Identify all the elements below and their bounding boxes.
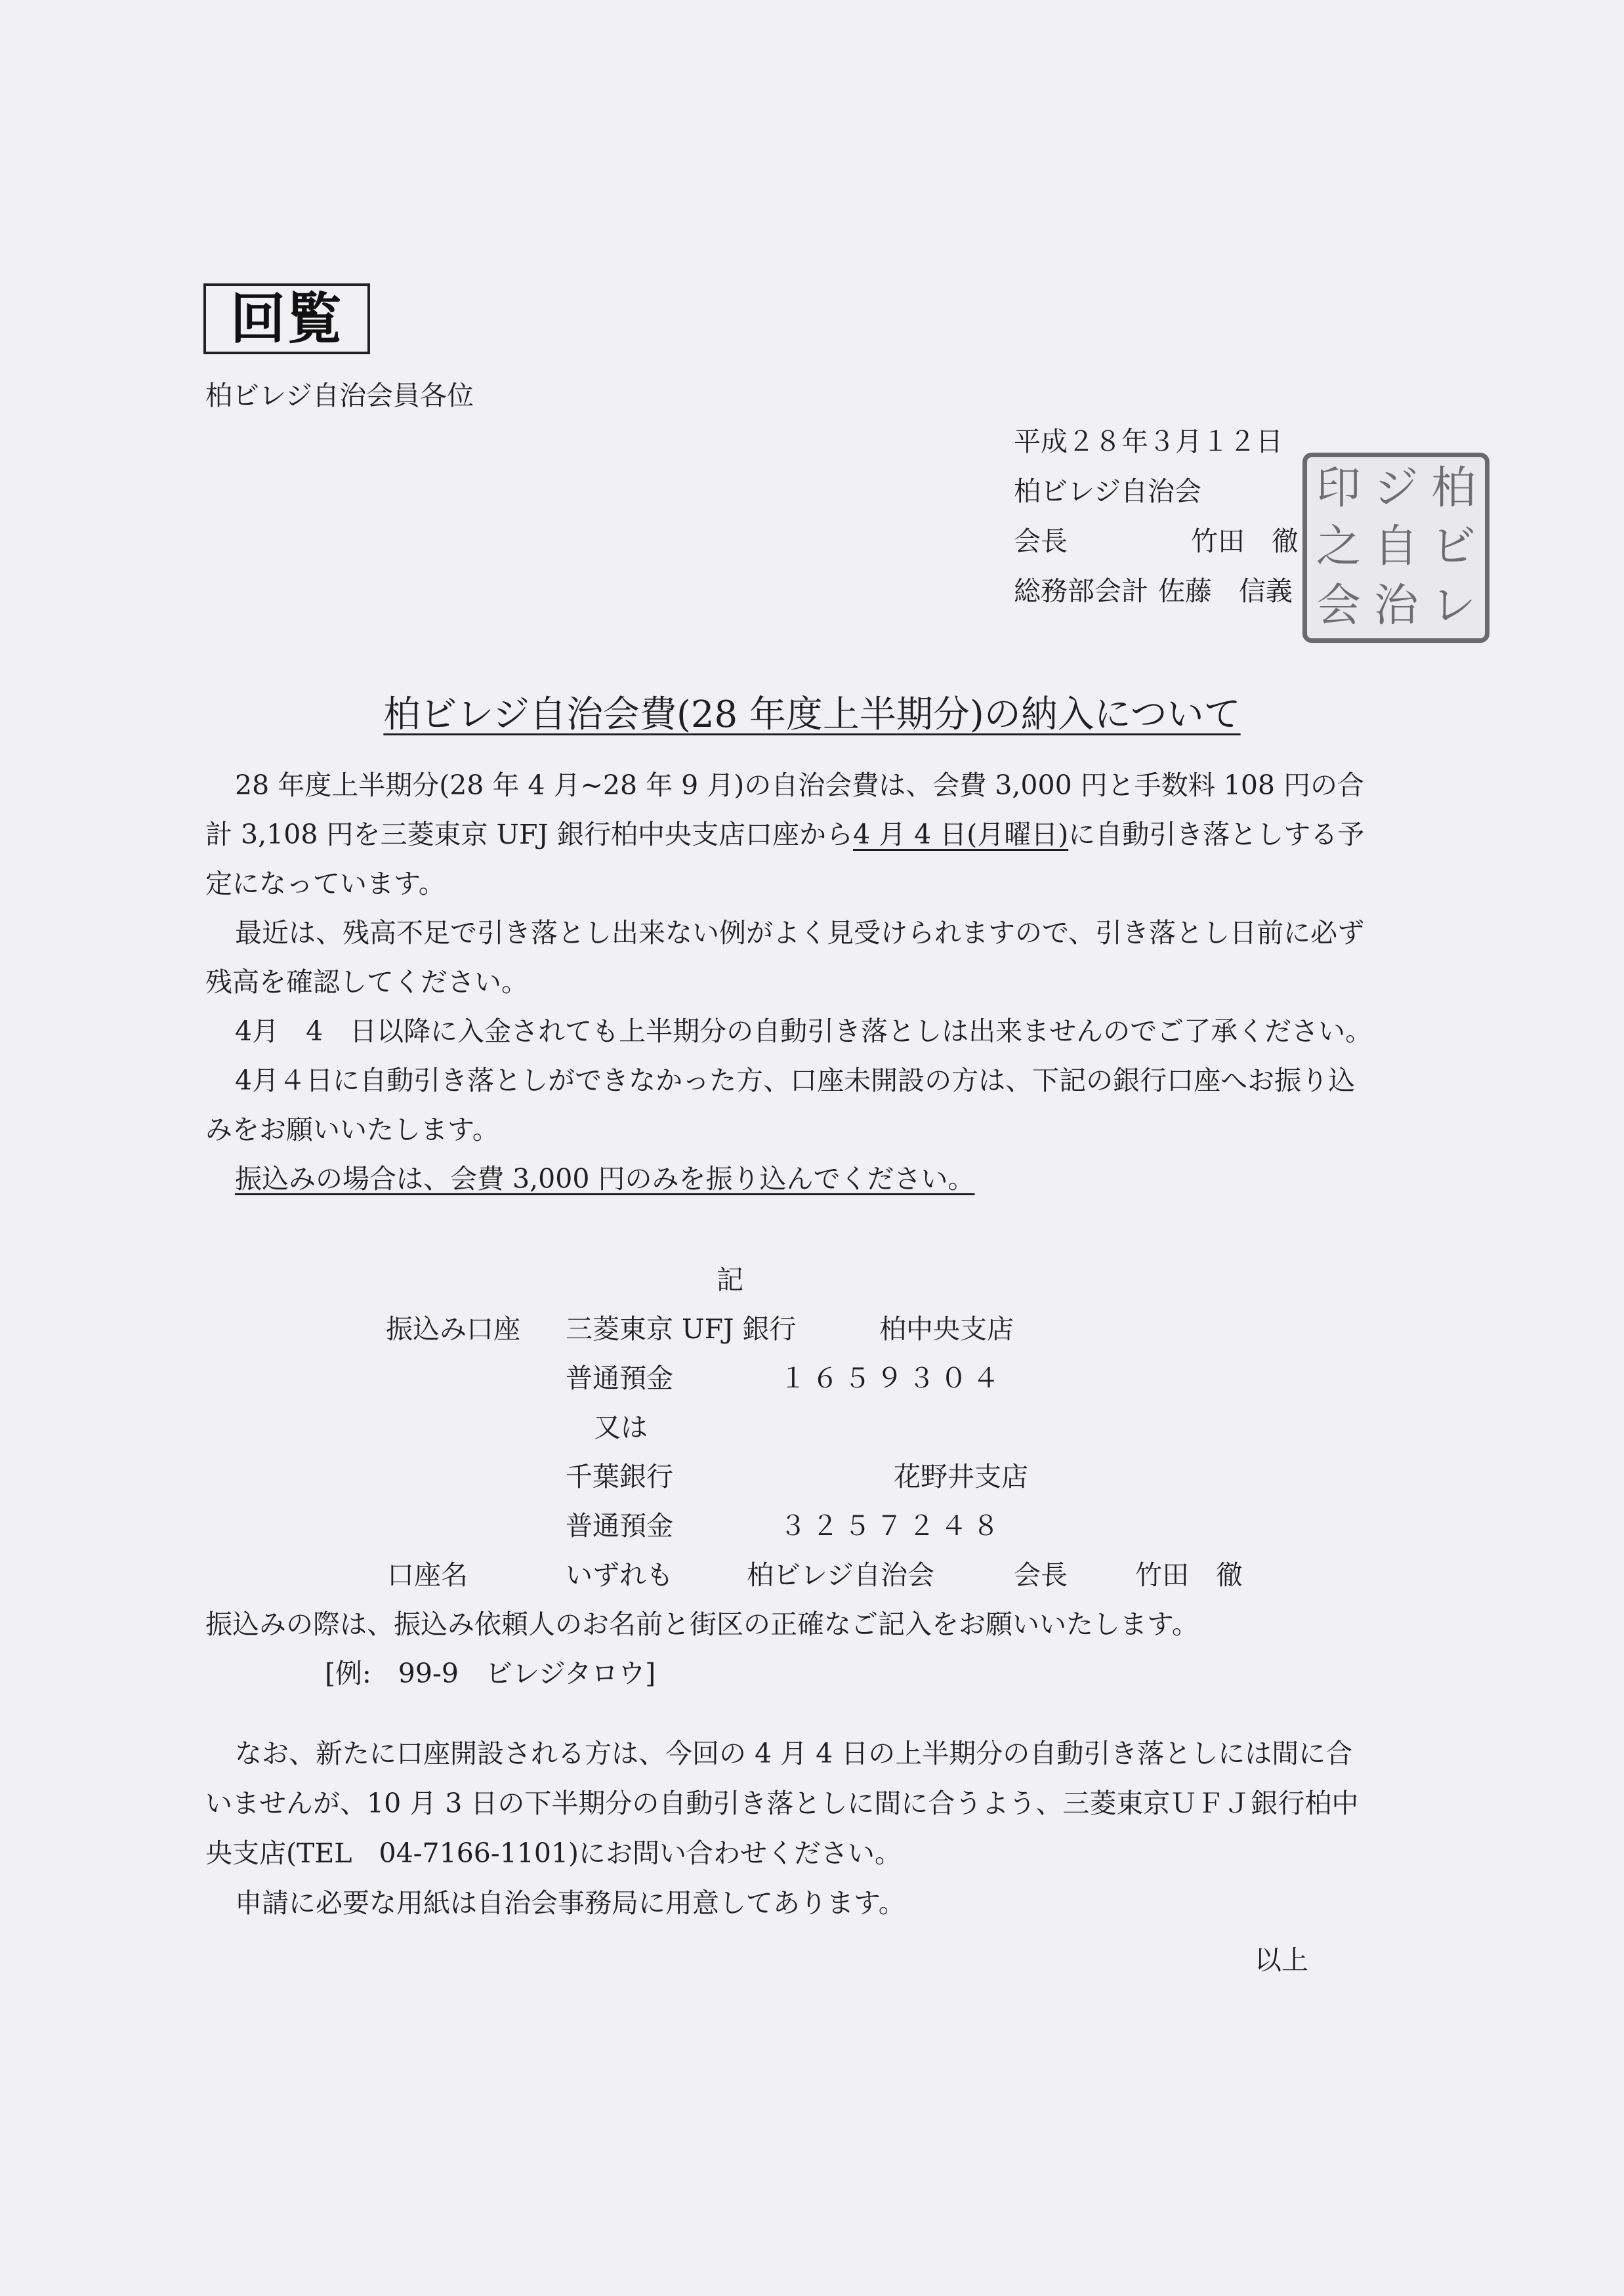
bank-2: 千葉銀行 xyxy=(566,1461,673,1492)
paragraph-3: 4月 4 日以降に入金されても上半期分の自動引き落としは出来ませんのでご了承ください。 xyxy=(235,1015,1373,1047)
treasurer-line xyxy=(1014,566,1299,616)
paragraph-5: 振込みの場合は、会費 3,000 円のみを振り込んでください。 xyxy=(235,1163,975,1195)
sender-block xyxy=(1014,417,1299,616)
paragraph-2: 最近は、残高不足で引き落とし出来ない例がよく見受けられますので、引き落とし日前に必ず残高を確認してください。 xyxy=(205,917,1365,998)
addressee: 柏ビレジ自治会員各位 xyxy=(205,380,474,411)
account-number-2: ３２５７２４８ xyxy=(780,1510,1005,1542)
account-type-1: 普通預金 xyxy=(566,1363,673,1394)
paragraph-1: 28 年度上半期分(28 年 4 月~28 年 9 月)の自治会費は、会費 3,000 円と手数料 108 円の合計 3,108 円を三菱東京 UFJ 銀行柏中央支店口座から4 月 4 日(月曜日)に自動引き落としする予定になっています。 xyxy=(205,769,1365,899)
president-label: 会長 xyxy=(1014,525,1068,557)
president-line xyxy=(1014,516,1299,566)
account-label: 振込み口座 xyxy=(386,1313,520,1345)
account-type-2: 普通預金 xyxy=(566,1510,673,1542)
account-number-1: １６５９３０４ xyxy=(780,1363,1005,1394)
transfer-note: 振込みの際は、振込み依頼人のお名前と街区の正確なご記入をお願いいたします。 xyxy=(205,1609,1199,1640)
or-label: 又は xyxy=(594,1412,648,1443)
closing-mark: 以上 xyxy=(1255,1944,1308,1976)
transfer-example: [例: 99-9 ビレジタロウ] xyxy=(325,1658,656,1689)
branch-2: 花野井支店 xyxy=(894,1461,1028,1492)
treasurer-label: 総務部会計 xyxy=(1014,575,1148,607)
president-name: 竹田 徹 xyxy=(1191,525,1299,557)
issue-date: 平成２８年３月１２日 xyxy=(1014,426,1283,457)
bank-1: 三菱東京 UFJ 銀行 xyxy=(566,1313,797,1345)
account-name-role: 会長 xyxy=(1014,1559,1068,1591)
body-text xyxy=(205,761,1373,1204)
record-heading: 記 xyxy=(717,1264,743,1296)
account-name-label: 口座名 xyxy=(387,1559,468,1591)
branch-1: 柏中央支店 xyxy=(879,1313,1014,1345)
document-title: 柏ビレジ自治会費(28 年度上半期分)の納入について xyxy=(383,693,1241,736)
association-seal-stamp: 印 ジ 柏 之 自 ビ 会 治 レ xyxy=(1302,453,1489,643)
sender-org: 柏ビレジ自治会 xyxy=(1014,476,1201,507)
closing-text xyxy=(205,1729,1373,1928)
account-name-person: 竹田 徹 xyxy=(1135,1559,1243,1591)
closing-paragraph-1: なお、新たに口座開設される方は、今回の 4 月 4 日の上半期分の自動引き落としには間に合いませんが、10 月 3 日の下半期分の自動引き落としに間に合うよう、三菱東京ＵＦＪ銀行柏中央支店(TEL 04-7166-1101)にお問い合わせください。 xyxy=(205,1738,1359,1869)
closing-paragraph-2: 申請に必要な用紙は自治会事務局に用意してあります。 xyxy=(235,1887,906,1919)
debit-date: 4 月 4 日(月曜日) xyxy=(852,819,1069,850)
circulation-stamp: 回覧 xyxy=(203,283,370,354)
treasurer-name: 佐藤 信義 xyxy=(1158,575,1293,607)
account-name-prefix: いずれも xyxy=(566,1559,673,1591)
account-name-org: 柏ビレジ自治会 xyxy=(747,1559,934,1591)
paragraph-4: 4月４日に自動引き落としができなかった方、口座未開設の方は、下記の銀行口座へお振り込みをお願いいたします。 xyxy=(205,1065,1356,1145)
